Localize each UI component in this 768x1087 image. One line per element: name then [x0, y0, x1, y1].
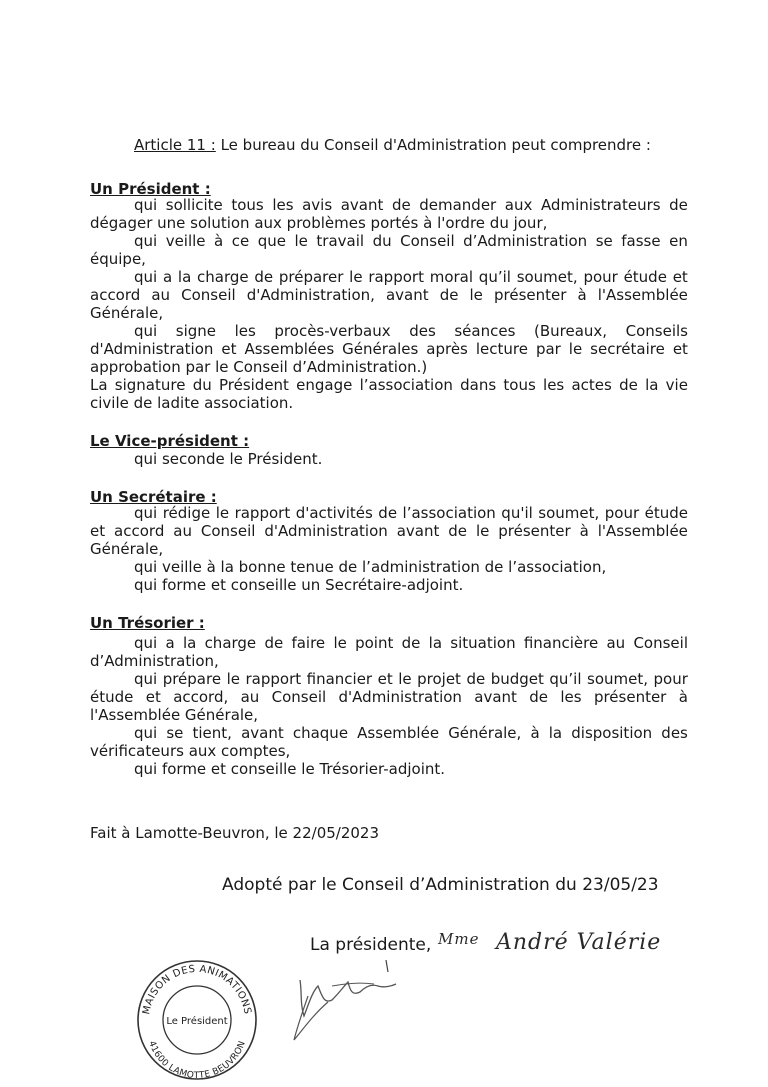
tresorier-line: étude et accord, au Conseil d'Administration avant de les présenter à: [90, 688, 688, 706]
tresorier-line: vérificateurs aux comptes,: [90, 742, 291, 760]
president-line: d'Administration et Assemblées Générales après lecture par le secrétaire et: [90, 340, 688, 358]
president-line: civile de ladite association.: [90, 394, 294, 412]
adoption-line: Adopté par le Conseil d’Administration du 23/05/23: [222, 875, 659, 895]
handwritten-title: Mme: [438, 930, 480, 948]
secretaire-heading: Un Secrétaire :: [90, 488, 217, 506]
tresorier-line: qui se tient, avant chaque Assemblée Générale, à la disposition des: [134, 724, 688, 742]
president-line: La signature du Président engage l’association dans tous les actes de la vie: [90, 376, 688, 394]
president-line: équipe,: [90, 250, 146, 268]
signature-label: La présidente,: [310, 935, 432, 955]
secretaire-line: qui rédige le rapport d'activités de l’association qu'il soumet, pour étude: [134, 504, 688, 522]
president-line: approbation par le Conseil d’Administration.): [90, 358, 428, 376]
tresorier-line: qui prépare le rapport financier et le projet de budget qu’il soumet, pour: [134, 670, 688, 688]
president-line: qui a la charge de préparer le rapport moral qu’il soumet, pour étude et: [134, 268, 688, 286]
tresorier-line: qui forme et conseille le Trésorier-adjoint.: [134, 760, 446, 778]
tresorier-line: qui a la charge de faire le point de la situation financière au Conseil: [134, 634, 688, 652]
president-line: qui veille à ce que le travail du Conseil d’Administration se fasse en: [134, 232, 688, 250]
secretaire-line: qui forme et conseille un Secrétaire-adjoint.: [134, 576, 464, 594]
article-label: Article 11 :: [134, 136, 216, 154]
president-line: qui sollicite tous les avis avant de demander aux Administrateurs de: [134, 196, 688, 214]
president-line: qui signe les procès-verbaux des séances (Bureaux, Conseils: [134, 322, 688, 340]
stamp-bottom-text: 41600 LAMOTTE BEUVRON: [146, 1039, 248, 1082]
vice-president-heading: Le Vice-président :: [90, 432, 250, 450]
tresorier-heading: Un Trésorier :: [90, 614, 205, 632]
president-heading: Un Président :: [90, 180, 211, 198]
tresorier-line: d’Administration,: [90, 652, 219, 670]
president-line: Générale,: [90, 304, 164, 322]
association-stamp: [135, 958, 259, 1082]
secretaire-line: qui veille à la bonne tenue de l’administration de l’association,: [134, 558, 607, 576]
secretaire-line: Générale,: [90, 540, 164, 558]
stamp-top-text: MAISON DES ANIMATIONS: [141, 963, 253, 1016]
signature-scribble: [288, 956, 398, 1046]
president-line: dégager une solution aux problèmes portés à l'ordre du jour,: [90, 214, 548, 232]
tresorier-line: l'Assemblée Générale,: [90, 706, 259, 724]
article-text: Le bureau du Conseil d'Administration peut comprendre :: [220, 136, 651, 154]
stamp-center-text: Le Président: [166, 1016, 228, 1027]
handwritten-name: André Valérie: [496, 930, 662, 955]
article-heading: [134, 136, 651, 154]
fait-a-line: Fait à Lamotte-Beuvron, le 22/05/2023: [90, 824, 380, 842]
vice-president-line: qui seconde le Président.: [134, 450, 323, 468]
secretaire-line: et accord au Conseil d'Administration avant de le présenter à l'Assemblée: [90, 522, 688, 540]
president-line: accord au Conseil d'Administration, avant de le présenter à l'Assemblée: [90, 286, 688, 304]
